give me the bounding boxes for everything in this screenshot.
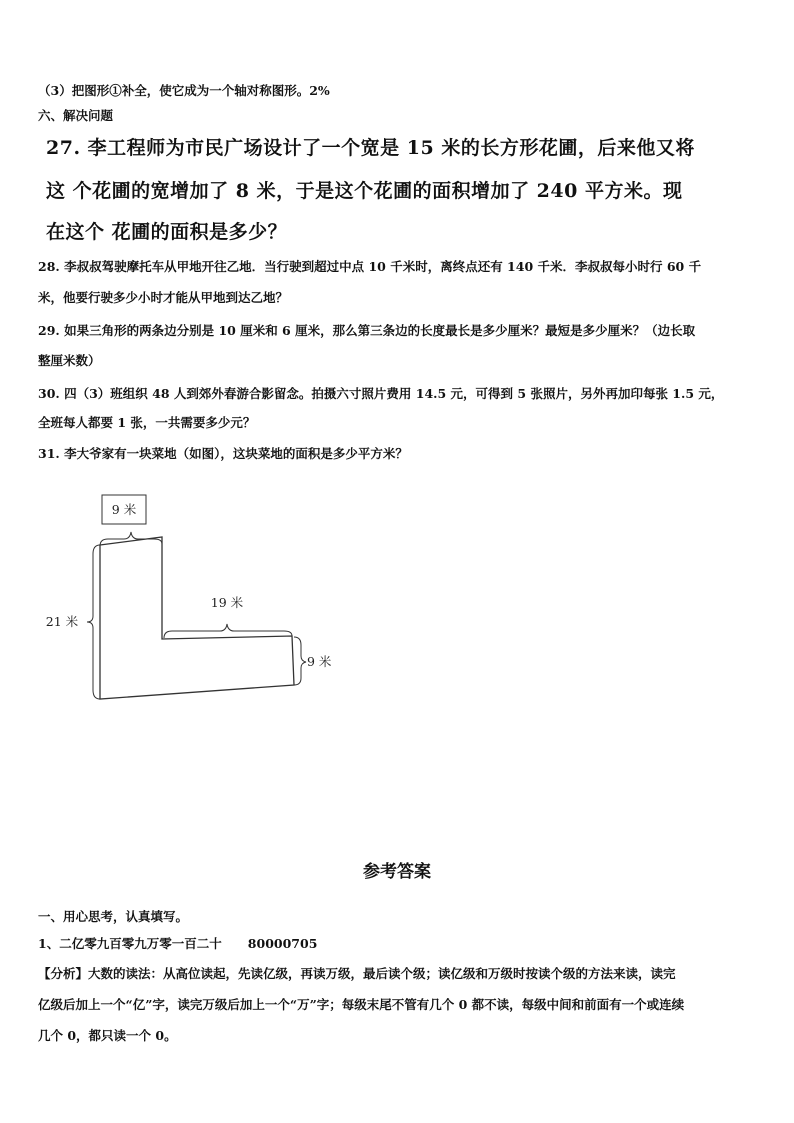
- answers-title: 参考答案: [363, 862, 431, 882]
- height-label: 21 米: [45, 614, 79, 629]
- answer-1: 1、二亿零九百零九万零一百二十 80000705: [38, 936, 318, 951]
- q30-line-2: 全班每人都要 1 张，一共需要多少元？: [38, 415, 256, 430]
- section-one-heading: 一、用心思考，认真填写。: [38, 909, 189, 924]
- bottom-height-brace: [294, 637, 306, 685]
- analysis-line-1: 【分析】大数的读法：从高位读起，先读亿级，再读万级，最后读个级；读亿级和万级时按读个级的方法来读，读完: [38, 966, 676, 981]
- l-shape-plot: [100, 537, 294, 699]
- q28-line-1: 28. 李叔叔驾驶摩托车从甲地开往乙地．当行驶到超过中点 10 千米时，离终点还有 140 千米．李叔叔每小时行 60 千: [38, 259, 702, 274]
- q29-line-1: 29. 如果三角形的两条边分别是 10 厘米和 6 厘米，那么第三条边的长度最长是多少厘米？最短是多少厘米？（边长取: [38, 323, 696, 338]
- q27-line-1: 27. 李工程师为市民广场设计了一个宽是 15 米的长方形花圃，后来他又将: [46, 137, 695, 159]
- q29-line-2: 整厘米数）: [38, 353, 101, 368]
- q3-fill-symmetric: （3）把图形①补全，使它成为一个轴对称图形。2%: [38, 83, 330, 98]
- q27-line-3: 在这个 花圃的面积是多少？: [46, 221, 288, 243]
- section-six-heading: 六、解决问题: [38, 108, 114, 123]
- analysis-line-2: 亿级后加上一个“亿”字，读完万级后加上一个“万”字；每级末尾不管有几个 0 都不读，每级中间和前面有一个或连续: [38, 997, 685, 1012]
- q27-line-2: 这 个花圃的宽增加了 8 米，于是这个花圃的面积增加了 240 平方米。现: [46, 180, 683, 202]
- q28-line-2: 米，他要行驶多少小时才能从甲地到达乙地？: [38, 290, 289, 305]
- height-brace: [87, 545, 100, 699]
- analysis-line-3: 几个 0，都只读一个 0。: [38, 1028, 177, 1043]
- bottom-height-label: 9 米: [307, 654, 332, 669]
- l-shape-plot-figure: [0, 480, 400, 720]
- inner-width-label: 19 米: [210, 595, 244, 610]
- top-width-label: 9 米: [111, 502, 137, 517]
- q31-question: 31. 李大爷家有一块菜地（如图），这块菜地的面积是多少平方米？: [38, 446, 408, 461]
- q30-line-1: 30. 四（3）班组织 48 人到郊外春游合影留念。拍摄六寸照片费用 14.5 元，可得到 5 张照片，另外再加印每张 1.5 元，: [38, 386, 724, 401]
